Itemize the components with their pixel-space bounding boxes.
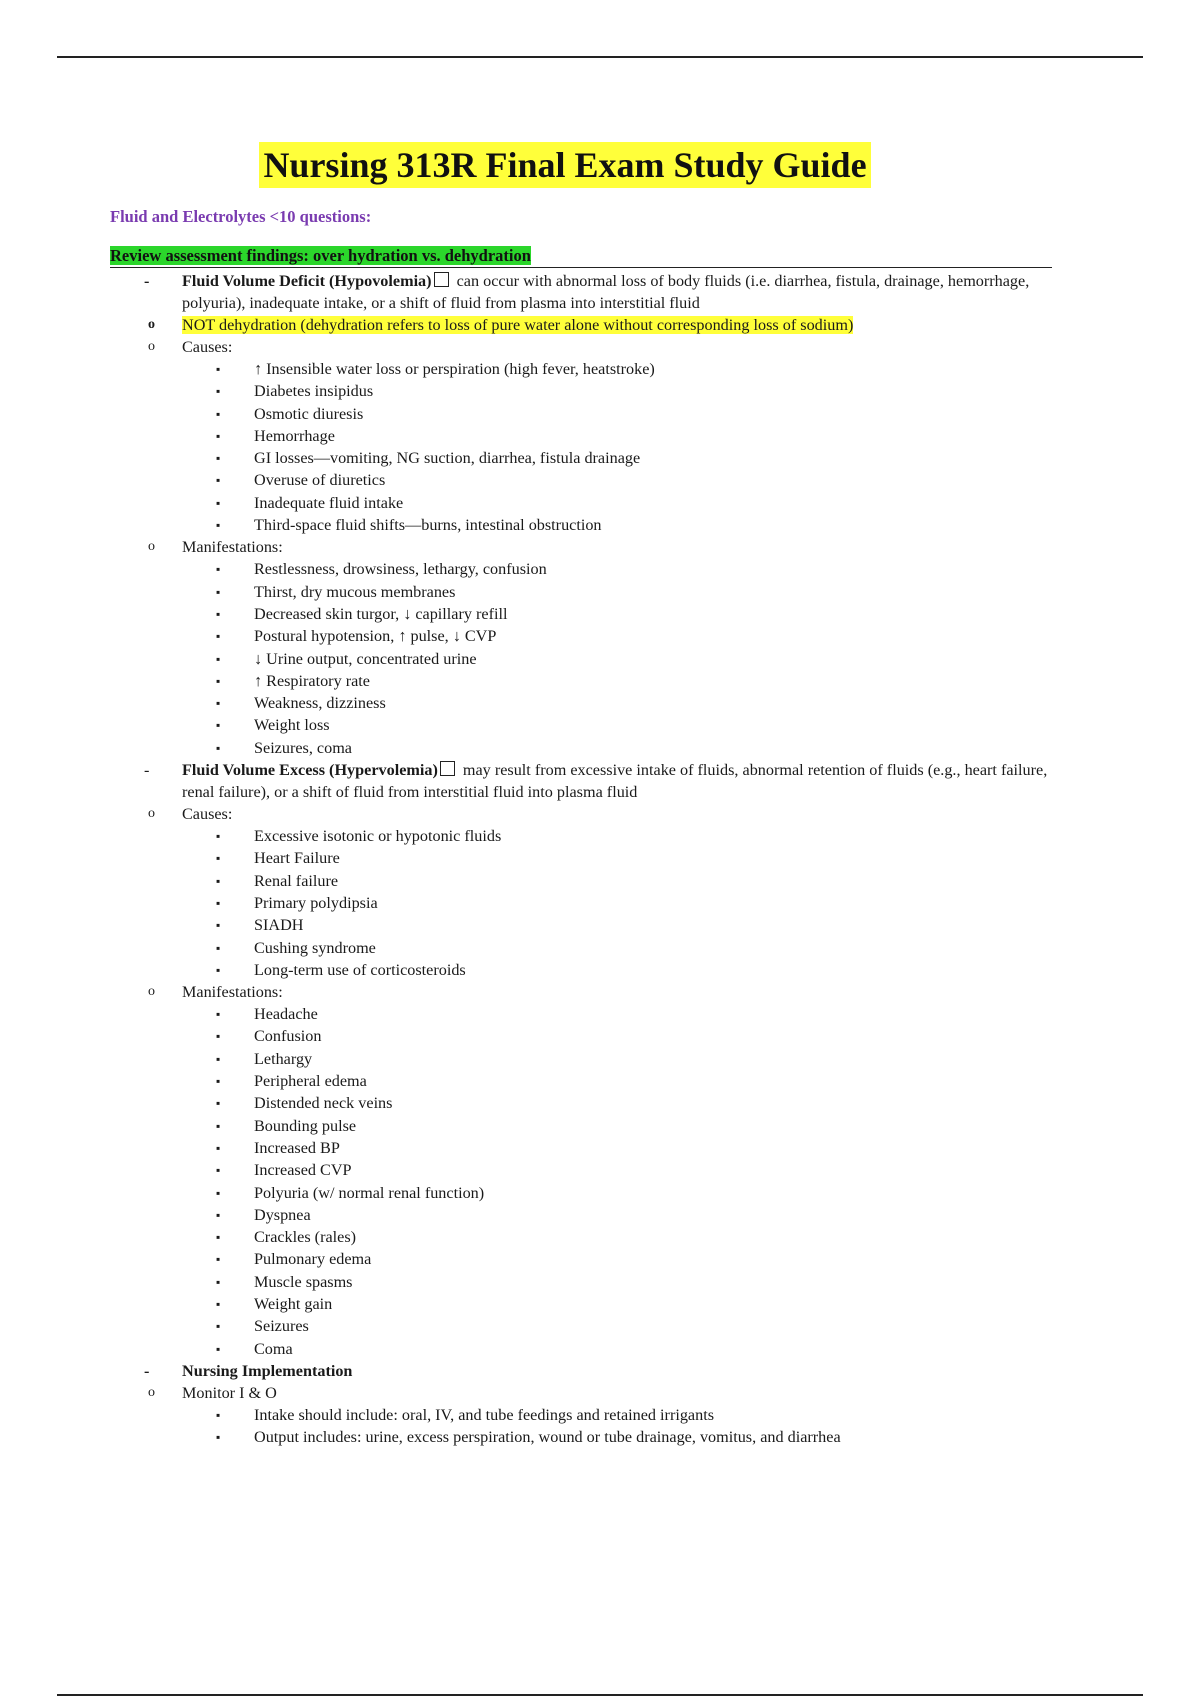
list-item <box>182 737 1060 759</box>
cause-text: Heart Failure <box>254 849 340 868</box>
square-bullet: ▪ <box>216 495 221 510</box>
cause-text: Excessive isotonic or hypotonic fluids <box>254 827 502 846</box>
deficit-causes-item <box>110 336 1060 536</box>
manifestation-text: Peripheral edema <box>254 1072 367 1091</box>
deficit-causes-list <box>110 358 1060 536</box>
deficit-description: can occur with abnormal loss of body fluids (i.e. diarrhea, fistula, drainage, hemorrhage, polyuria), inadequate intake, or a shift of fluid from plasma into interstitial fluid <box>182 272 1030 312</box>
square-bullet: ▪ <box>216 718 221 733</box>
square-bullet: ▪ <box>216 740 221 755</box>
square-bullet: ▪ <box>216 1007 221 1022</box>
implementation-item <box>110 1360 1060 1449</box>
list-item <box>182 625 1060 647</box>
cause-text: Primary polydipsia <box>254 893 378 912</box>
manifestation-text: Lethargy <box>254 1049 313 1068</box>
cause-text: Diabetes insipidus <box>254 382 374 401</box>
list-item <box>182 358 1060 380</box>
square-bullet: ▪ <box>216 1118 221 1133</box>
square-bullet: ▪ <box>216 1029 221 1044</box>
circle-bullet: o <box>148 984 155 1000</box>
list-item <box>182 1159 1060 1181</box>
list-item <box>182 469 1060 491</box>
section-heading: Fluid and Electrolytes <10 questions: <box>110 207 372 226</box>
square-bullet: ▪ <box>216 918 221 933</box>
square-bullet: ▪ <box>216 1274 221 1289</box>
square-bullet: ▪ <box>216 1185 221 1200</box>
square-bullet: ▪ <box>216 895 221 910</box>
subsection-heading <box>110 246 1052 268</box>
monitor-item <box>110 1382 1060 1449</box>
manifestation-text: Increased CVP <box>254 1161 352 1180</box>
manifestation-text: Seizures, coma <box>254 738 352 757</box>
excess-item <box>110 759 1060 1360</box>
dash-bullet: - <box>144 1361 150 1380</box>
list-item <box>182 403 1060 425</box>
manifestation-text: Increased BP <box>254 1138 340 1157</box>
list-item <box>182 1182 1060 1204</box>
manifestation-text: Bounding pulse <box>254 1116 357 1135</box>
square-bullet: ▪ <box>216 651 221 666</box>
list-item <box>182 1293 1060 1315</box>
square-bullet: ▪ <box>216 829 221 844</box>
square-bullet: ▪ <box>216 873 221 888</box>
excess-manifestations-label: Manifestations: <box>182 983 283 1002</box>
circle-bullet: o <box>148 317 155 332</box>
dash-bullet: - <box>144 272 150 290</box>
deficit-sublist <box>110 314 1060 759</box>
manifestation-text: Pulmonary edema <box>254 1250 372 1269</box>
cause-text: Third-space fluid shifts—burns, intestinal obstruction <box>254 516 602 535</box>
deficit-causes-label: Causes: <box>182 338 233 356</box>
cause-text: Cushing syndrome <box>254 938 376 957</box>
excess-sublist <box>110 803 1060 1360</box>
manifestation-text: Crackles (rales) <box>254 1228 357 1247</box>
cause-text: Overuse of diuretics <box>254 471 386 490</box>
list-item <box>182 825 1060 847</box>
excess-causes-label: Causes: <box>182 805 233 824</box>
checkbox-icon <box>434 272 449 287</box>
excess-description: may result from excessive intake of fluids, abnormal retention of fluids (e.g., heart failure, renal failure), or a shift of fluid from interstitial fluid into plasma fluid <box>182 761 1048 802</box>
list-item <box>182 1048 1060 1070</box>
list-item <box>182 714 1060 736</box>
list-item <box>182 1070 1060 1092</box>
excess-manifestations-list <box>110 1003 1060 1360</box>
excess-manifestations-item <box>110 981 1060 1360</box>
circle-bullet: o <box>148 1384 155 1400</box>
square-bullet: ▪ <box>216 562 221 577</box>
implementation-term: Nursing Implementation <box>182 1361 353 1380</box>
topic-list <box>110 270 1060 1448</box>
square-bullet: ▪ <box>216 606 221 621</box>
square-bullet: ▪ <box>216 1407 221 1422</box>
list-item <box>182 447 1060 469</box>
square-bullet: ▪ <box>216 1230 221 1245</box>
list-item <box>182 1115 1060 1137</box>
manifestation-text: Weight loss <box>254 716 330 735</box>
cause-text: Osmotic diuresis <box>254 404 364 423</box>
list-item <box>182 603 1060 625</box>
square-bullet: ▪ <box>216 362 221 376</box>
square-bullet: ▪ <box>216 1096 221 1111</box>
list-item <box>182 1025 1060 1047</box>
deficit-manifestations-item <box>110 536 1060 759</box>
list-item <box>182 425 1060 447</box>
square-bullet: ▪ <box>216 696 221 711</box>
deficit-term: Fluid Volume Deficit (Hypovolemia) <box>182 272 432 290</box>
manifestation-text: Dyspnea <box>254 1205 311 1224</box>
list-item <box>182 514 1060 536</box>
square-bullet: ▪ <box>216 1319 221 1334</box>
page-title: Nursing 313R Final Exam Study Guide <box>259 142 870 188</box>
list-item <box>182 1315 1060 1337</box>
square-bullet: ▪ <box>216 1051 221 1066</box>
manifestation-text: Restlessness, drowsiness, lethargy, confusion <box>254 560 547 579</box>
list-item <box>182 847 1060 869</box>
square-bullet: ▪ <box>216 1140 221 1155</box>
list-item <box>182 558 1060 580</box>
manifestation-text: ↓ Urine output, concentrated urine <box>254 649 477 668</box>
cause-text: Inadequate fluid intake <box>254 493 404 512</box>
square-bullet: ▪ <box>216 473 221 488</box>
implementation-sublist <box>110 1382 1060 1449</box>
square-bullet: ▪ <box>216 1296 221 1311</box>
deficit-item <box>110 270 1060 759</box>
square-bullet: ▪ <box>216 406 221 421</box>
list-item <box>182 1248 1060 1270</box>
subsection-highlight: Review assessment findings: over hydration vs. dehydration <box>110 246 531 265</box>
title-wrap <box>70 142 1060 188</box>
list-item <box>182 1003 1060 1025</box>
manifestation-text: Confusion <box>254 1027 322 1046</box>
document-body <box>110 142 1060 1448</box>
manifestation-text: Postural hypotension, ↑ pulse, ↓ CVP <box>254 627 497 646</box>
square-bullet: ▪ <box>216 584 221 599</box>
top-rule <box>57 56 1143 58</box>
list-item <box>182 492 1060 514</box>
list-item <box>182 1404 1060 1426</box>
list-item <box>182 1204 1060 1226</box>
list-item <box>182 1426 1060 1448</box>
manifestation-text: Distended neck veins <box>254 1094 393 1113</box>
cause-text: GI losses—vomiting, NG suction, diarrhea, fistula drainage <box>254 449 641 468</box>
circle-bullet: o <box>148 806 155 822</box>
deficit-note: NOT dehydration (dehydration refers to loss of pure water alone without corresponding loss of sodium) <box>182 316 854 334</box>
list-item <box>182 1271 1060 1293</box>
deficit-manifestations-label: Manifestations: <box>182 538 283 557</box>
manifestation-text: Coma <box>254 1339 293 1358</box>
square-bullet: ▪ <box>216 962 221 977</box>
dash-bullet: - <box>144 761 150 780</box>
square-bullet: ▪ <box>216 1074 221 1089</box>
list-item <box>182 959 1060 981</box>
square-bullet: ▪ <box>216 851 221 866</box>
list-item <box>182 892 1060 914</box>
cause-text: SIADH <box>254 916 304 935</box>
list-item <box>182 670 1060 692</box>
list-item <box>182 692 1060 714</box>
manifestation-text: Seizures <box>254 1317 309 1336</box>
manifestation-text: Muscle spasms <box>254 1272 353 1291</box>
excess-causes-list <box>110 825 1060 981</box>
monitor-label: Monitor I & O <box>182 1383 277 1402</box>
manifestation-text: ↑ Respiratory rate <box>254 671 370 690</box>
list-item <box>182 1338 1060 1360</box>
square-bullet: ▪ <box>216 1341 221 1356</box>
square-bullet: ▪ <box>216 940 221 955</box>
manifestation-text: Weight gain <box>254 1294 333 1313</box>
square-bullet: ▪ <box>216 1163 221 1178</box>
list-item <box>182 914 1060 936</box>
square-bullet: ▪ <box>216 518 221 533</box>
manifestation-text: Polyuria (w/ normal renal function) <box>254 1183 485 1202</box>
list-item <box>182 1092 1060 1114</box>
bottom-rule <box>57 1694 1143 1696</box>
manifestation-text: Decreased skin turgor, ↓ capillary refill <box>254 604 508 623</box>
list-item <box>182 1226 1060 1248</box>
list-item <box>182 380 1060 402</box>
circle-bullet: o <box>148 339 155 354</box>
square-bullet: ▪ <box>216 384 221 399</box>
list-item <box>182 581 1060 603</box>
deficit-manifestations-list <box>110 558 1060 759</box>
square-bullet: ▪ <box>216 428 221 443</box>
monitor-list <box>110 1404 1060 1449</box>
square-bullet: ▪ <box>216 673 221 688</box>
square-bullet: ▪ <box>216 1430 221 1445</box>
list-item <box>182 870 1060 892</box>
list-item <box>182 648 1060 670</box>
checkbox-icon <box>440 761 455 776</box>
circle-bullet: o <box>148 539 155 555</box>
manifestation-text: Weakness, dizziness <box>254 694 386 713</box>
cause-text: Hemorrhage <box>254 426 335 445</box>
square-bullet: ▪ <box>216 1252 221 1267</box>
square-bullet: ▪ <box>216 1207 221 1222</box>
cause-text: ↑ Insensible water loss or perspiration (high fever, heatstroke) <box>254 360 655 378</box>
cause-text: Renal failure <box>254 871 339 890</box>
monitor-text: Intake should include: oral, IV, and tube feedings and retained irrigants <box>254 1405 715 1424</box>
deficit-note-item <box>110 314 1060 336</box>
manifestation-text: Headache <box>254 1005 318 1024</box>
excess-term: Fluid Volume Excess (Hypervolemia) <box>182 761 438 780</box>
monitor-text: Output includes: urine, excess perspiration, wound or tube drainage, vomitus, and diarrhea <box>254 1428 841 1447</box>
square-bullet: ▪ <box>216 629 221 644</box>
excess-causes-item <box>110 803 1060 981</box>
list-item <box>182 937 1060 959</box>
manifestation-text: Thirst, dry mucous membranes <box>254 582 456 601</box>
list-item <box>182 1137 1060 1159</box>
cause-text: Long-term use of corticosteroids <box>254 960 466 979</box>
square-bullet: ▪ <box>216 451 221 466</box>
